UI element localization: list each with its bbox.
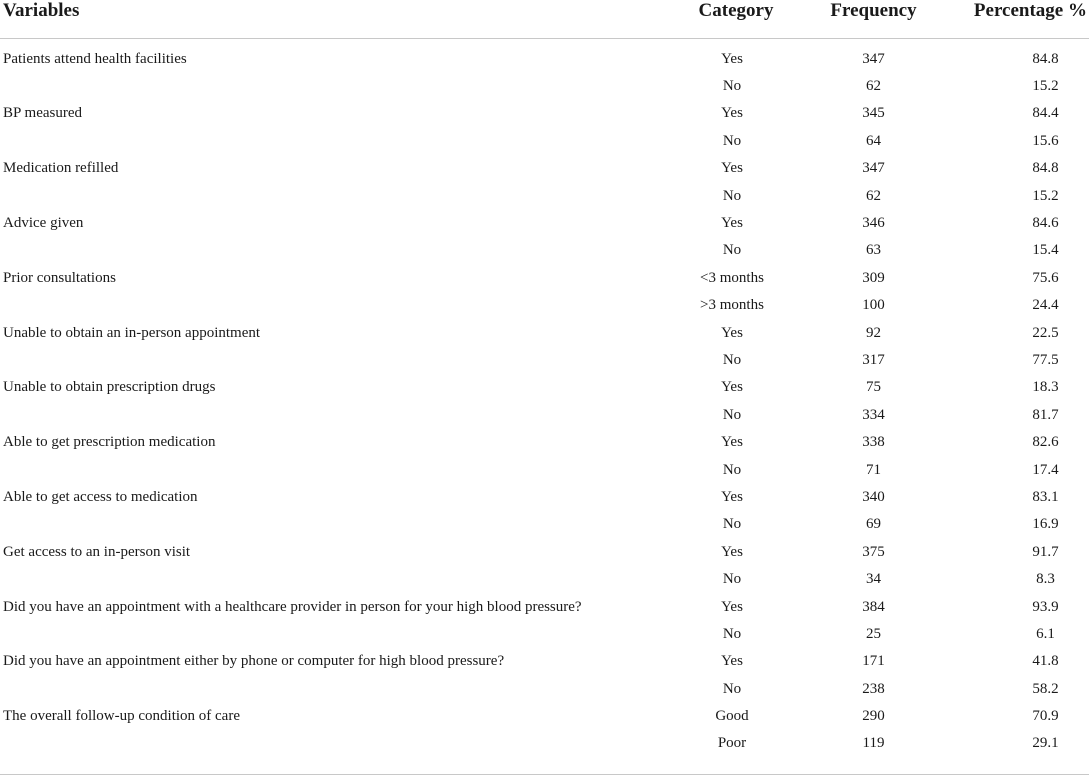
cell-variable [0, 401, 672, 428]
cell-frequency: 338 [862, 434, 885, 451]
cell-category: Yes [721, 160, 743, 177]
table-row [0, 702, 1089, 729]
table-body [0, 39, 1089, 758]
cell-frequency: 171 [862, 653, 885, 670]
cell-category: <3 months [700, 269, 764, 286]
table-row [0, 428, 1089, 455]
cell-frequency: 92 [866, 324, 881, 341]
cell-percentage: 81.7 [1032, 406, 1059, 423]
cell-percentage: 75.6 [1032, 269, 1059, 286]
cell-variable [0, 511, 672, 538]
cell-category: No [722, 132, 742, 149]
cell-category: No [722, 406, 742, 423]
cell-variable [0, 72, 672, 99]
cell-frequency: 64 [866, 132, 881, 149]
cell-variable: Unable to obtain prescription drugs [3, 379, 216, 396]
cell-frequency: 290 [862, 708, 885, 725]
cell-category: >3 months [700, 297, 764, 314]
cell-percentage: 82.6 [1032, 434, 1059, 451]
cell-frequency: 347 [862, 50, 885, 67]
cell-percentage: 17.4 [1032, 461, 1059, 478]
cell-frequency: 375 [862, 543, 885, 560]
header-category: Category [672, 0, 800, 39]
header-percentage: Percentage % [947, 0, 1089, 39]
table-row [0, 100, 1089, 127]
table-row [0, 264, 1089, 291]
cell-percentage: 18.3 [1032, 379, 1059, 396]
cell-percentage: 84.8 [1032, 160, 1059, 177]
cell-percentage: 8.3 [1036, 571, 1055, 588]
table-row [0, 675, 1089, 702]
table-row [0, 511, 1089, 538]
cell-variable: Prior consultations [3, 269, 116, 286]
cell-category: Yes [721, 215, 743, 232]
cell-variable: Did you have an appointment with a healthcare provider in person for your high blood pressure? [3, 598, 582, 615]
cell-percentage: 58.2 [1032, 680, 1059, 697]
cell-variable: The overall follow-up condition of care [3, 708, 240, 725]
cell-frequency: 309 [862, 269, 885, 286]
cell-percentage: 83.1 [1032, 488, 1059, 505]
cell-variable: Did you have an appointment either by phone or computer for high blood pressure? [3, 653, 505, 670]
table-row [0, 593, 1089, 620]
cell-category: No [722, 571, 742, 588]
table-row [0, 72, 1089, 99]
cell-variable [0, 237, 672, 264]
table-row [0, 182, 1089, 209]
cell-variable: Medication refilled [3, 160, 119, 177]
table-row [0, 374, 1089, 401]
cell-category: Yes [721, 653, 743, 670]
cell-category: Yes [721, 105, 743, 122]
table-row [0, 620, 1089, 647]
table-row [0, 319, 1089, 346]
cell-variable [0, 675, 672, 702]
cell-variable: Able to get access to medication [3, 488, 198, 505]
cell-percentage: 15.4 [1032, 242, 1059, 259]
cell-variable [0, 182, 672, 209]
cell-category: Poor [717, 735, 747, 752]
cell-percentage: 15.6 [1032, 132, 1059, 149]
cell-percentage: 84.4 [1032, 105, 1059, 122]
table-row [0, 483, 1089, 510]
cell-frequency: 75 [866, 379, 881, 396]
cell-percentage: 91.7 [1032, 543, 1059, 560]
cell-frequency: 34 [866, 571, 881, 588]
cell-category: Yes [721, 324, 743, 341]
cell-category: Yes [721, 379, 743, 396]
cell-category: Yes [721, 434, 743, 451]
table-row [0, 346, 1089, 373]
cell-frequency: 119 [862, 735, 885, 752]
cell-category: No [722, 242, 742, 259]
cell-frequency: 69 [866, 516, 881, 533]
cell-category: Yes [721, 50, 743, 67]
cell-variable: BP measured [3, 105, 83, 122]
cell-variable: Unable to obtain an in-person appointment [3, 324, 261, 341]
cell-frequency: 345 [862, 105, 885, 122]
cell-frequency: 384 [862, 598, 885, 615]
cell-percentage: 84.6 [1032, 215, 1059, 232]
cell-percentage: 77.5 [1032, 351, 1059, 368]
cell-percentage: 15.2 [1032, 78, 1059, 95]
table-row [0, 127, 1089, 154]
cell-frequency: 317 [862, 351, 885, 368]
cell-frequency: 71 [866, 461, 881, 478]
cell-category: Yes [721, 543, 743, 560]
cell-percentage: 93.9 [1032, 598, 1059, 615]
cell-frequency: 100 [862, 297, 885, 314]
cell-percentage: 16.9 [1032, 516, 1059, 533]
cell-percentage: 15.2 [1032, 187, 1059, 204]
cell-category: No [722, 516, 742, 533]
table-row [0, 730, 1089, 757]
cell-percentage: 22.5 [1032, 324, 1059, 341]
cell-frequency: 25 [866, 625, 881, 642]
cell-variable [0, 565, 672, 592]
cell-frequency: 62 [866, 187, 881, 204]
cell-category: No [722, 78, 742, 95]
cell-variable [0, 346, 672, 373]
cell-frequency: 63 [866, 242, 881, 259]
cell-variable [0, 456, 672, 483]
bottom-rule [0, 774, 1089, 775]
cell-percentage: 84.8 [1032, 50, 1059, 67]
cell-frequency: 238 [862, 680, 885, 697]
table-header [0, 0, 1089, 39]
table-row [0, 39, 1089, 73]
cell-category: No [722, 680, 742, 697]
cell-category: No [722, 625, 742, 642]
cell-variable [0, 620, 672, 647]
cell-variable: Patients attend health facilities [3, 50, 187, 67]
header-row [0, 0, 1089, 39]
table-row [0, 155, 1089, 182]
cell-variable: Advice given [3, 215, 84, 232]
cell-percentage: 6.1 [1036, 625, 1055, 642]
cell-variable [0, 292, 672, 319]
table-row [0, 648, 1089, 675]
cell-percentage: 29.1 [1032, 735, 1059, 752]
cell-percentage: 41.8 [1032, 653, 1059, 670]
cell-frequency: 62 [866, 78, 881, 95]
table-row [0, 401, 1089, 428]
cell-category: Yes [721, 598, 743, 615]
header-frequency: Frequency [800, 0, 947, 39]
cell-percentage: 70.9 [1032, 708, 1059, 725]
cell-category: No [722, 187, 742, 204]
cell-category: Good [715, 708, 749, 725]
header-variables: Variables [0, 0, 672, 39]
cell-frequency: 334 [862, 406, 885, 423]
cell-frequency: 340 [862, 488, 885, 505]
cell-category: No [722, 461, 742, 478]
cell-category: Yes [721, 488, 743, 505]
table-row [0, 565, 1089, 592]
cell-frequency: 346 [862, 215, 885, 232]
table-row [0, 292, 1089, 319]
table-row [0, 538, 1089, 565]
table-row [0, 237, 1089, 264]
cell-variable: Able to get prescription medication [3, 434, 216, 451]
cell-category: No [722, 351, 742, 368]
cell-frequency: 347 [862, 160, 885, 177]
cell-variable: Get access to an in-person visit [3, 543, 191, 560]
table-row [0, 456, 1089, 483]
table-row [0, 209, 1089, 236]
cell-variable [0, 730, 672, 757]
cell-variable [0, 127, 672, 154]
cell-percentage: 24.4 [1032, 297, 1059, 314]
